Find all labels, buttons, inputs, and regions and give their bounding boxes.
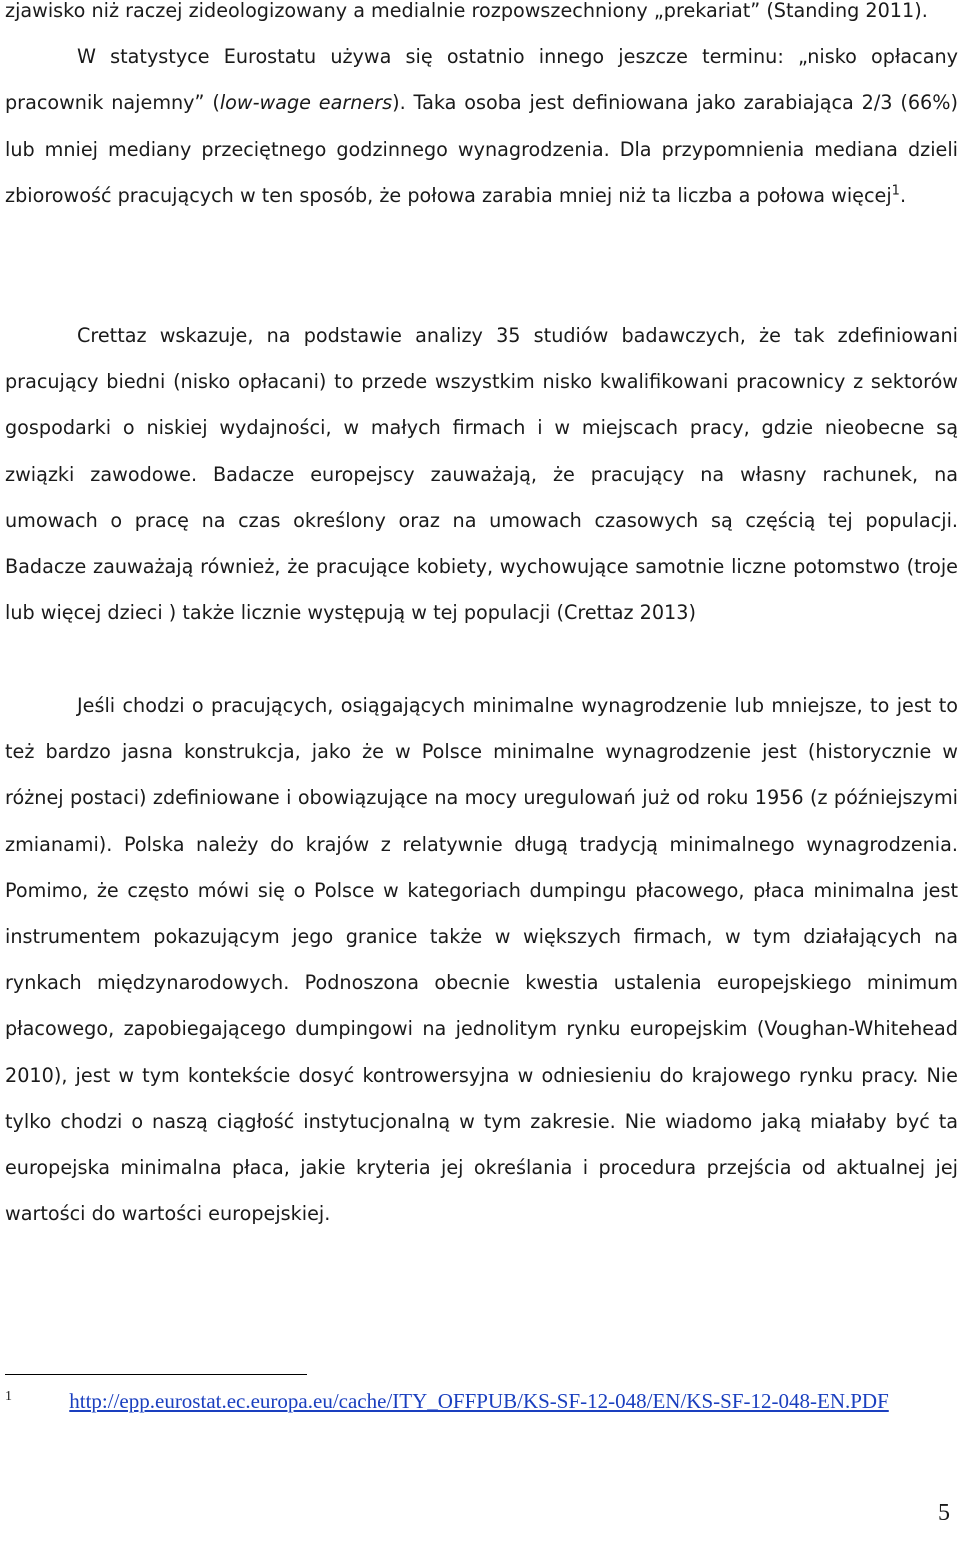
paragraph-minimum-wage: Jeśli chodzi o pracujących, osiągających minimalne wynagrodzenie lub mniejsze, to jest to też bardzo jasna konstrukcja, jako że w Polsce minimalne wynagrodzenie jest (historycznie w różnej postaci) zdefiniowane i obowiązujące na mocy uregulowań już od roku 1956 (z późniejszymi zmianami). Polska należy do krajów z relatywnie długą tradycją minimalnego wynagrodzenia. Pomimo, że często mówi się o Polsce w kategoriach dumpingu płacowego, płaca minimalna jest instrumentem pokazującym jego granice także w większych firmach, w tym działających na rynkach międzynarodowych. Podnoszona obecnie kwestia ustalenia europejskiego minimum płacowego, zapobiegającego dumpingowi na jednolitym rynku europejskim (Voughan-Whitehead 2010), jest w tym kontekście dosyć kontrowersyjna w odniesieniu do krajowego rynku pracy. Nie tylko chodzi o naszą ciągłość instytucjonalną w tym zakresie. Nie wiadomo jaką miałaby być ta europejska minimalna płaca, jakie kryteria jej określania i procedura przejścia od aktualnej jej wartości do wartości europejskiej. bbox=[5, 694, 958, 1226]
footnote-divider bbox=[5, 1374, 307, 1375]
paragraph-eurostat bbox=[5, 34, 958, 219]
document-page bbox=[5, 0, 958, 1542]
footnote bbox=[5, 1386, 958, 1416]
paragraph-text: . bbox=[899, 183, 907, 207]
page-number: 5 bbox=[938, 1500, 950, 1526]
italic-term: low-wage earners bbox=[219, 91, 393, 115]
footnote-number: 1 bbox=[5, 1389, 12, 1404]
paragraph-continued: zjawisko niż raczej zideologizowany a medialnie rozpowszechniony „prekariat” (Standing 2011). bbox=[5, 0, 928, 22]
footnote-ref[interactable]: 1 bbox=[891, 183, 900, 199]
paragraph-text: ). Taka osoba jest definiowana jako zarabiająca 2/3 (66%) lub mniej mediany przeciętnego godzinnego wynagrodzenia. Dla przypomnienia mediana dzieli zbiorowość pracujących w ten sposób, że połowa zarabia mniej niż ta liczba a połowa więcej bbox=[5, 91, 958, 207]
footnote-link[interactable]: http://epp.eurostat.ec.europa.eu/cache/ITY_OFFPUB/KS-SF-12-048/EN/KS-SF-12-048-EN.PDF bbox=[69, 1389, 889, 1413]
paragraph-crettaz: Crettaz wskazuje, na podstawie analizy 35 studiów badawczych, że tak zdefiniowani pracujący biedni (nisko opłacani) to przede wszystkim nisko kwalifikowani pracownicy z sektorów gospodarki o niskiej wydajności, w małych firmach i w miejscach pracy, gdzie nieobecne są związki zawodowe. Badacze europejscy zauważają, że pracujący na własny rachunek, na umowach o pracę na czas określony oraz na umowach czasowych są częścią tej populacji. Badacze zauważają również, że pracujące kobiety, wychowujące samotnie liczne potomstwo (troje lub więcej dzieci ) także licznie występują w tej populacji (Crettaz 2013) bbox=[5, 324, 958, 625]
paragraph-text: W statystyce Eurostatu używa się ostatnio innego jeszcze terminu: „nisko opłacany pracownik najemny” ( bbox=[5, 45, 958, 115]
